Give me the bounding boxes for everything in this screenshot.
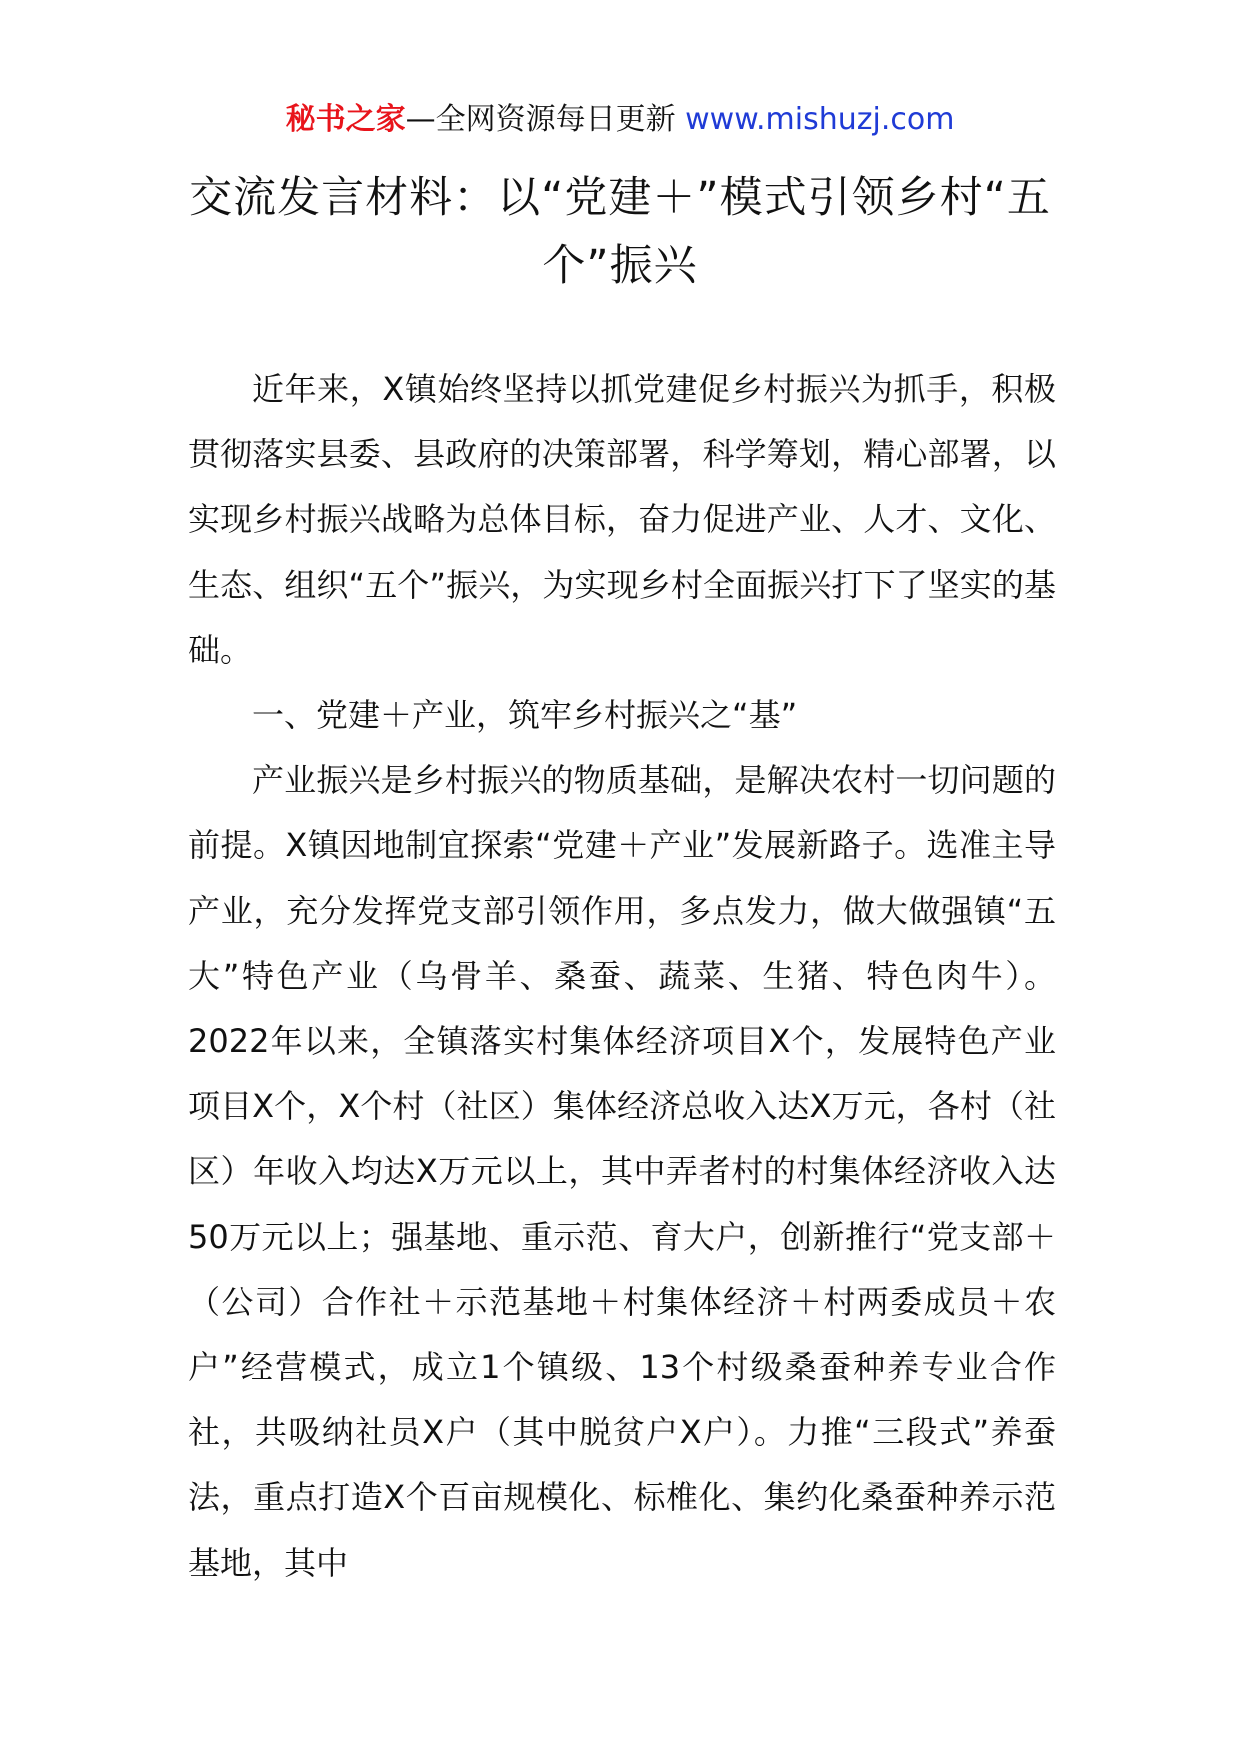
- page-header: [0, 100, 1240, 140]
- header-tagline: —全网资源每日更新: [405, 102, 686, 137]
- body-paragraph: 产业振兴是乡村振兴的物质基础，是解决农村一切问题的前提。X镇因地制宜探索“党建＋产业”发展新路子。选准主导产业，充分发挥党支部引领作用，多点发力，做大做强镇“五大”特色产业（乌骨羊、桑蚕、蔬菜、生猪、特色肉牛）。2022年以来，全镇落实村集体经济项目X个，发展特色产业项目X个，X个村（社区）集体经济总收入达X万元，各村（社区）年收入均达X万元以上，其中弄者村的村集体经济收入达50万元以上；强基地、重示范、育大户，创新推行“党支部＋（公司）合作社＋示范基地＋村集体经济＋村两委成员＋农户”经营模式，成立1个镇级、13个村级桑蚕种养专业合作社，共吸纳社员X户（其中脱贫户X户）。力推“三段式”养蚕法，重点打造X个百亩规模化、标椎化、集约化桑蚕种养示范基地，其中: [188, 761, 1056, 1582]
- document-body: [188, 357, 1056, 1596]
- document-title: 交流发言材料：以“党建＋”模式引领乡村“五个”振兴: [189, 173, 1051, 291]
- brand-name: 秘书之家: [285, 102, 406, 137]
- intro-paragraph: 近年来，X镇始终坚持以抓党建促乡村振兴为抓手，积极贯彻落实县委、县政府的决策部署，科学筹划，精心部署，以实现乡村振兴战略为总体目标，奋力促进产业、人才、文化、生态、组织“五个”振兴，为实现乡村全面振兴打下了坚实的基础。: [188, 370, 1056, 669]
- site-url[interactable]: www.mishuzj.com: [685, 102, 955, 137]
- section-heading: 一、党建＋产业，筑牢乡村振兴之“基”: [252, 696, 798, 735]
